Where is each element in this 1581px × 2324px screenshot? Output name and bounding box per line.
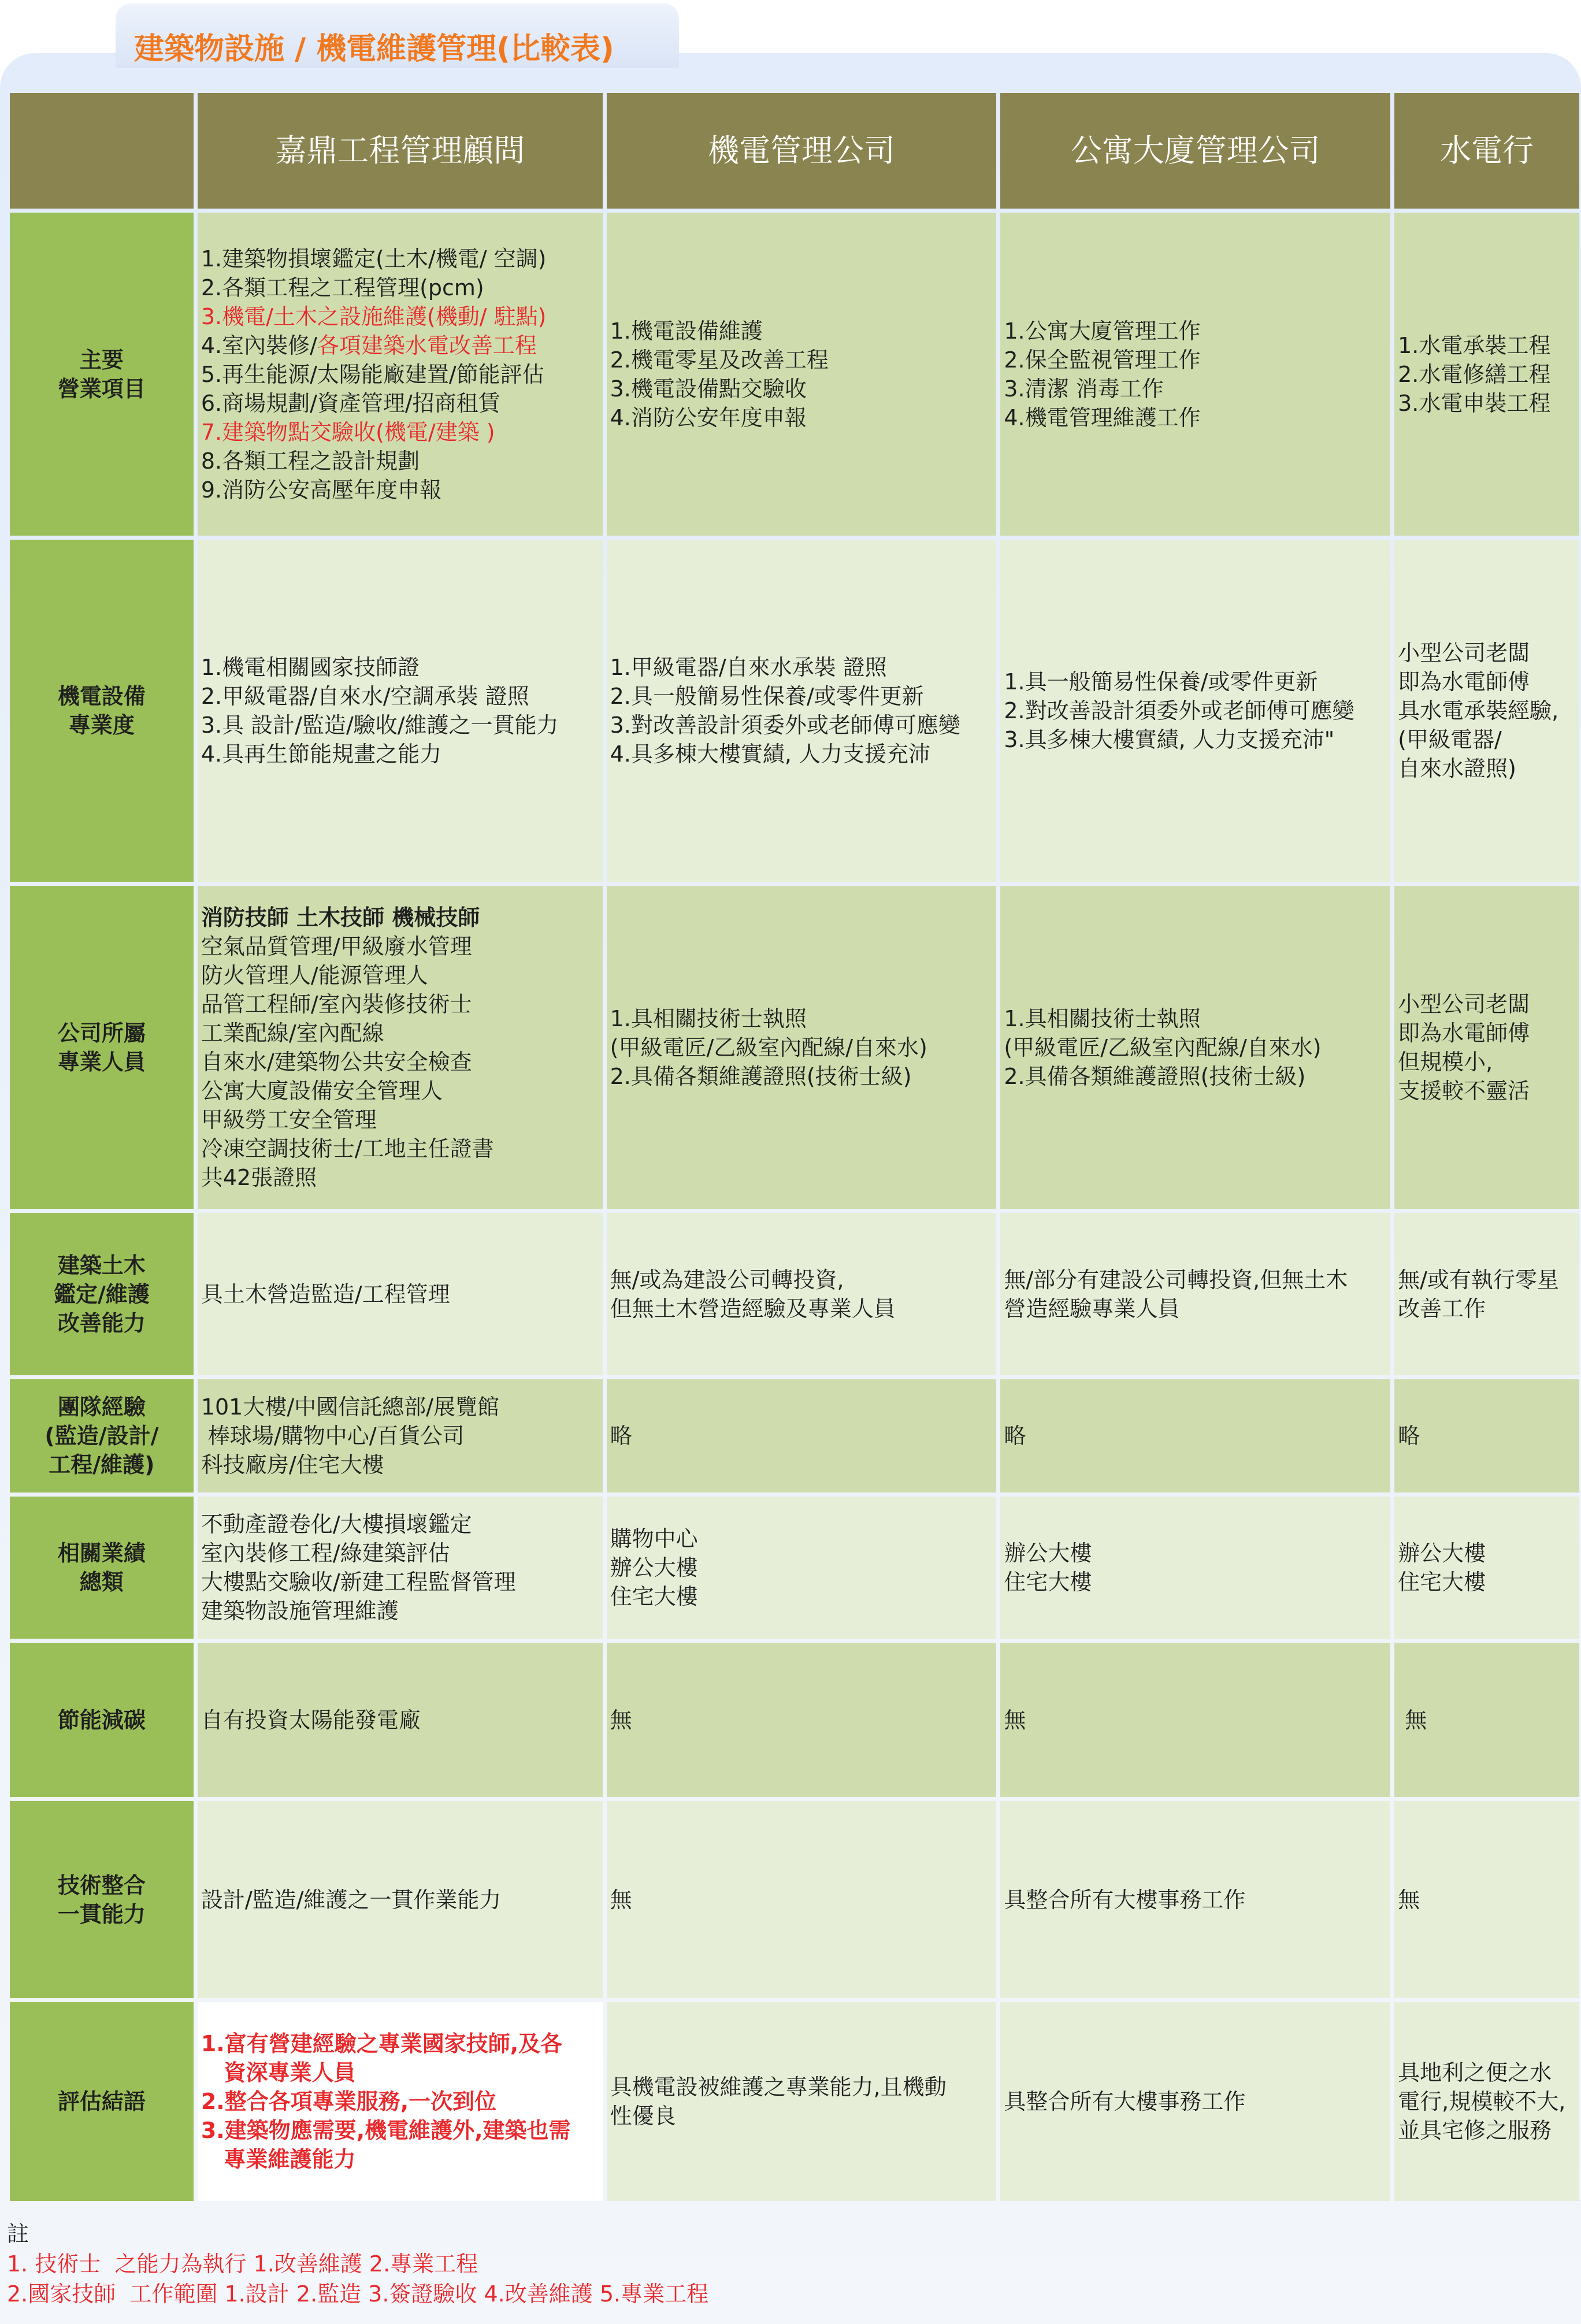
table-row-conclusion: [10, 2002, 1579, 2201]
header-col-2: 機電管理公司: [607, 93, 997, 209]
row-label: 評估結語: [10, 2002, 194, 2201]
cell-col-2: 1.具相關技術士執照 (甲級電匠/乙級室內配線/自來水) 2.具備各類維護證照(技術士級): [607, 886, 997, 1209]
row-label: 相關業績 總類: [10, 1497, 194, 1639]
row-label: 機電設備 專業度: [10, 540, 194, 882]
cell-col-2: 無: [607, 1801, 997, 1998]
header-row: [10, 93, 1579, 209]
cell-col-2: 略: [607, 1379, 997, 1493]
cell-col-1: 自有投資太陽能發電廠: [198, 1643, 603, 1797]
cell-col-2: 1.甲級電器/自來水承裝 證照 2.具一般簡易性保養/或零件更新 3.對改善設計須委外或老師傅可應變 4.具多棟大樓實績, 人力支援充沛: [607, 540, 997, 882]
cell-col-2: 無: [607, 1643, 997, 1797]
cell-col-4: 辦公大樓 住宅大樓: [1394, 1497, 1579, 1639]
header-col-3: 公寓大廈管理公司: [1000, 93, 1390, 209]
cell-col-3: 具整合所有大樓事務工作: [1000, 2002, 1390, 2201]
cell-col-2: 具機電設被維護之專業能力,且機動 性優良: [607, 2002, 997, 2201]
table-row-related-projects: [10, 1497, 1579, 1639]
cell-col-1: 1.機電相關國家技師證 2.甲級電器/自來水/空調承裝 證照 3.具 設計/監造/驗收/維護之一貫能力 4.具再生節能規畫之能力: [198, 540, 603, 882]
cell-col-1: 不動產證卷化/大樓損壞鑑定 室內裝修工程/綠建築評估 大樓點交驗收/新建工程監督管理 建築物設施管理維護: [198, 1497, 603, 1639]
row-label: 主要 營業項目: [10, 213, 194, 536]
cell-col-1: 消防技師 土木技師 機械技師 空氣品質管理/甲級廢水管理 防火管理人/能源管理人 品管工程師/室內裝修技術士 工業配線/室內配線 自來水/建築物公共安全檢查 公寓大廈設備安全管理人 甲級勞工安全管理 冷凍空調技術士/工地主任證書 共42張證照: [198, 886, 603, 1209]
cell-col-4: 無: [1394, 1801, 1579, 1998]
cell-col-1: 1.建築物損壞鑑定(土木/機電/ 空調) 2.各類工程之工程管理(pcm) 3.機電/土木之設施維護(機動/ 駐點) 4.室內裝修/各項建築水電改善工程 5.再生能源/太陽能廠建置/節能評估 6.商場規劃/資產管理/招商租賃 7.建築物點交驗收(機電/建築 ) 8.各類工程之設計規劃 9.消防公安高壓年度申報: [198, 213, 603, 536]
cell-col-3: 略: [1000, 1379, 1390, 1493]
row-label: 技術整合 一貫能力: [10, 1801, 194, 1998]
table-row-staff: [10, 886, 1579, 1209]
cell-col-2: 1.機電設備維護 2.機電零星及改善工程 3.機電設備點交驗收 4.消防公安年度申報: [607, 213, 997, 536]
cell-col-4: 小型公司老闆 即為水電師傅 但規模小, 支援較不靈活: [1394, 886, 1579, 1209]
table-row-business-items: [10, 213, 1579, 536]
table-row-integration: [10, 1801, 1579, 1998]
header-corner: [10, 93, 194, 209]
cell-col-4: 略: [1394, 1379, 1579, 1493]
row-label: 節能減碳: [10, 1643, 194, 1797]
cell-col-3: 無: [1000, 1643, 1390, 1797]
cell-col-3: 無/部分有建設公司轉投資,但無土木 營造經驗專業人員: [1000, 1213, 1390, 1375]
table-row-civil-ability: [10, 1213, 1579, 1375]
cell-col-4: 具地利之便之水 電行,規模較不大, 並具宅修之服務: [1394, 2002, 1579, 2201]
cell-col-2: 無/或為建設公司轉投資, 但無土木營造經驗及專業人員: [607, 1213, 997, 1375]
header-col-1: 嘉鼎工程管理顧問: [198, 93, 603, 209]
cell-col-3: 1.具一般簡易性保養/或零件更新 2.對改善設計須委外或老師傅可應變 3.具多棟大樓實績, 人力支援充沛": [1000, 540, 1390, 882]
cell-col-1: 1.富有營建經驗之專業國家技師,及各 資深專業人員 2.整合各項專業服務,一次到位 3.建築物應需要,機電維護外,建築也需 專業維護能力: [198, 2002, 603, 2201]
cell-col-1: 設計/監造/維護之一貫作業能力: [198, 1801, 603, 1998]
table-row-expertise: [10, 540, 1579, 882]
cell-col-1: 101大樓/中國信託總部/展覽館 棒球場/購物中心/百貨公司 科技廠房/住宅大樓: [198, 1379, 603, 1493]
table-row-energy-saving: [10, 1643, 1579, 1797]
row-label: 公司所屬 專業人員: [10, 886, 194, 1209]
row-label: 團隊經驗 (監造/設計/ 工程/維護): [10, 1379, 194, 1493]
cell-col-2: 購物中心 辦公大樓 住宅大樓: [607, 1497, 997, 1639]
cell-col-3: 具整合所有大樓事務工作: [1000, 1801, 1390, 1998]
row-label: 建築土木 鑑定/維護 改善能力: [10, 1213, 194, 1375]
cell-col-4: 1.水電承裝工程 2.水電修繕工程 3.水電申裝工程: [1394, 213, 1579, 536]
footnote-line-2: 2.國家技師 工作範圍 1.設計 2.監造 3.簽證驗收 4.改善維護 5.專業工程: [7, 2281, 709, 2307]
cell-col-3: 1.具相關技術士執照 (甲級電匠/乙級室內配線/自來水) 2.具備各類維護證照(技術士級): [1000, 886, 1390, 1209]
cell-col-3: 1.公寓大廈管理工作 2.保全監視管理工作 3.清潔 消毒工作 4.機電管理維護工作: [1000, 213, 1390, 536]
header-col-4: 水電行: [1394, 93, 1579, 209]
comparison-table: [6, 89, 1581, 2205]
footnote-label: 註: [7, 2221, 29, 2247]
footnote: [7, 2219, 1573, 2309]
footnote-line-1: 1. 技術士 之能力為執行 1.改善維護 2.專業工程: [7, 2251, 478, 2277]
cell-col-4: 無/或有執行零星 改善工作: [1394, 1213, 1579, 1375]
cell-col-1: 具土木營造監造/工程管理: [198, 1213, 603, 1375]
cell-col-4: 無: [1394, 1643, 1579, 1797]
page-title: 建築物設施 / 機電維護管理(比較表): [116, 3, 679, 68]
table-row-team-experience: [10, 1379, 1579, 1493]
cell-col-3: 辦公大樓 住宅大樓: [1000, 1497, 1390, 1639]
cell-col-4: 小型公司老闆 即為水電師傅 具水電承裝經驗, (甲級電器/ 自來水證照): [1394, 540, 1579, 882]
